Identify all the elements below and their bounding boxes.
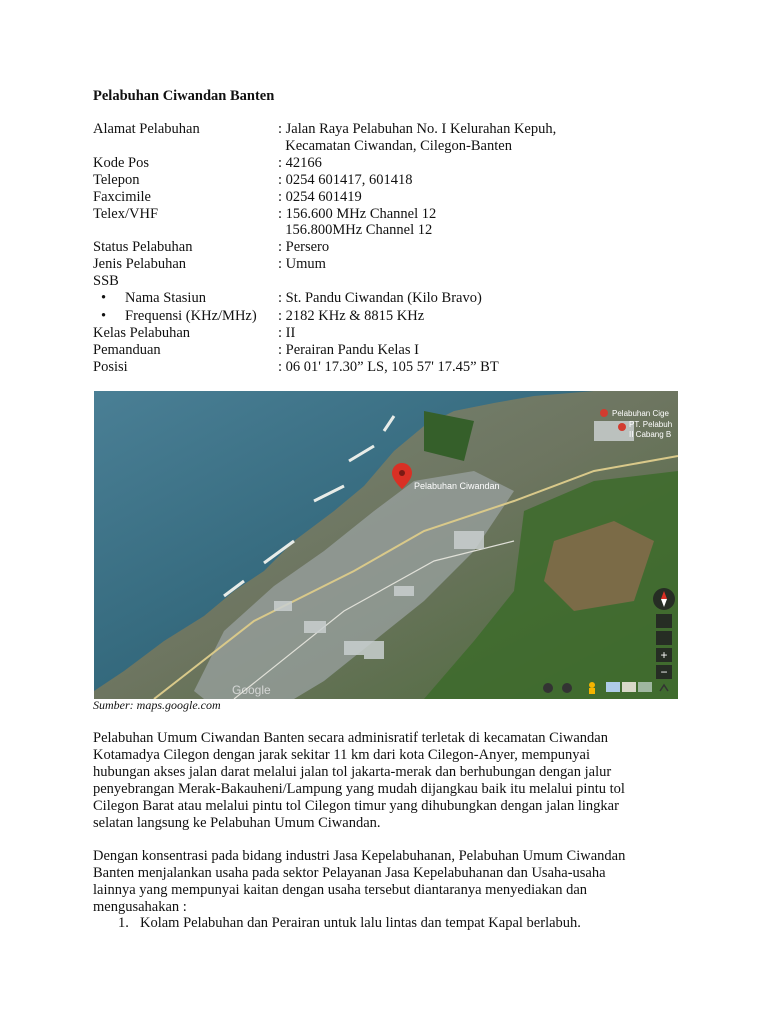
field-label: Alamat Pelabuhan xyxy=(93,121,200,137)
layer-thumb-icon[interactable] xyxy=(606,682,620,692)
map-controls[interactable] xyxy=(653,588,675,679)
paragraph-line: Cilegon Barat atau melalui pintu tol Cilegon timur yang dihubungkan dengan jalan lingkar xyxy=(93,798,619,814)
paragraph-2 xyxy=(93,848,683,916)
field-label: Kode Pos xyxy=(93,155,149,171)
pegman-icon[interactable] xyxy=(589,682,595,688)
field-value: Kecamatan Ciwandan, Cilegon-Banten xyxy=(278,138,512,154)
field-label: Telex/VHF xyxy=(93,206,159,222)
field-value: : Umum xyxy=(278,256,326,272)
field-value: : Perairan Pandu Kelas I xyxy=(278,342,419,358)
paragraph-1 xyxy=(93,730,683,832)
paragraph-line: Banten menjalankan usaha pada sektor Pelayanan Jasa Kepelabuhanan dan Usaha-usaha xyxy=(93,865,606,881)
list-item xyxy=(118,915,581,932)
field-value: : 42166 xyxy=(278,155,322,171)
field-value: : 0254 601417, 601418 xyxy=(278,172,413,188)
layer-thumb-icon[interactable] xyxy=(638,682,652,692)
field-value: : St. Pandu Ciwandan (Kilo Bravo) xyxy=(278,290,482,306)
google-watermark: Google xyxy=(232,683,271,697)
field-value: : 156.600 MHz Channel 12 xyxy=(278,206,437,222)
layer-thumb-icon[interactable] xyxy=(622,682,636,692)
paragraph-line: selatan langsung ke Pelabuhan Umum Ciwandan. xyxy=(93,815,381,831)
list-text: Kolam Pelabuhan dan Perairan untuk lalu lintas dan tempat Kapal berlabuh. xyxy=(140,915,581,931)
paragraph-line: Pelabuhan Umum Ciwandan Banten secara adminisratif terletak di kecamatan Ciwandan xyxy=(93,730,608,746)
poi-marker-icon xyxy=(600,409,608,417)
field-label: Status Pelabuhan xyxy=(93,239,193,255)
field-label: • Nama Stasiun xyxy=(101,290,206,307)
svg-text:−: − xyxy=(660,665,668,679)
image-caption: Sumber: maps.google.com xyxy=(93,698,221,712)
field-value: : Jalan Raya Pelabuhan No. I Kelurahan Kepuh, xyxy=(278,121,557,137)
help-icon[interactable] xyxy=(543,683,553,693)
tilt-icon[interactable] xyxy=(656,614,672,628)
paragraph-line: hubungan akses jalan darat melalui jalan tol jakarta-merak dan berhubungan dengan jalur xyxy=(93,764,612,780)
map-label-2: PT. Pelabuh xyxy=(629,420,673,429)
location-pin-dot xyxy=(399,470,405,476)
field-value: : II xyxy=(278,325,296,341)
field-label: Faxcimile xyxy=(93,189,151,205)
paragraph-line: mengusahakan : xyxy=(93,899,187,915)
field-value: : 2182 KHz & 8815 KHz xyxy=(278,308,425,324)
field-label: • Frequensi (KHz/MHz) xyxy=(101,308,257,325)
paragraph-line: Dengan konsentrasi pada bidang industri Jasa Kepelabuhanan, Pelabuhan Umum Ciwandan xyxy=(93,848,626,864)
paragraph-line: penyebrangan Merak-Bakauheni/Lampung yang mudah dijangkau baik itu melalui pintu tol xyxy=(93,781,625,797)
field-value: : 0254 601419 xyxy=(278,189,362,205)
paragraph-line: lainnya yang mempunyai kaitan dengan usaha tersebut diantaranya menyediakan dan xyxy=(93,882,588,898)
map-pin-label: Pelabuhan Ciwandan xyxy=(414,481,500,491)
paragraph-line: Kotamadya Cilegon dengan jarak sekitar 11 km dari kota Cilegon-Anyer, mempunyai xyxy=(93,747,590,763)
field-value: : Persero xyxy=(278,239,330,255)
field-label: Pemanduan xyxy=(93,342,161,358)
field-label: Telepon xyxy=(93,172,140,188)
field-label: SSB xyxy=(93,273,119,289)
rotate-icon[interactable] xyxy=(656,631,672,645)
field-value: : 06 01' 17.30” LS, 105 57' 17.45” BT xyxy=(278,359,499,375)
field-label: Kelas Pelabuhan xyxy=(93,325,191,341)
field-label: Posisi xyxy=(93,359,128,375)
list-number: 1. xyxy=(118,915,129,931)
map-label-1: Pelabuhan Cige xyxy=(612,409,669,418)
map-label-3: II Cabang B xyxy=(629,430,672,439)
field-label: Jenis Pelabuhan xyxy=(93,256,187,272)
field-value: 156.800MHz Channel 12 xyxy=(278,222,433,238)
settings-icon[interactable] xyxy=(562,683,572,693)
page-title: Pelabuhan Ciwandan Banten xyxy=(93,88,275,104)
satellite-map-image xyxy=(94,391,678,699)
poi-marker-icon xyxy=(618,423,626,431)
svg-text:+: + xyxy=(660,648,668,662)
